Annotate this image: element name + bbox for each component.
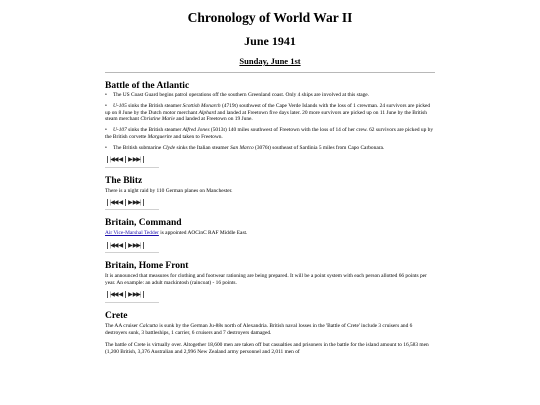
item-text: The US Coast Guard begins patrol operations off the southern Greenland coast. Only 4 ships are involved at this stage. <box>113 92 370 98</box>
ship-name: Calcutta <box>139 322 158 329</box>
nav-bracket-icon <box>143 199 144 206</box>
ship-name: Marguerite <box>147 133 173 140</box>
first-button[interactable]: |◀◀ <box>110 242 118 249</box>
section-text <box>105 323 435 337</box>
nav-divider-icon <box>125 156 126 163</box>
bullet-icon: • <box>105 144 107 151</box>
ship-name: Alfred Jones <box>182 127 210 134</box>
nav-divider-icon <box>125 291 126 298</box>
item-text: The British submarine <box>113 144 163 151</box>
list-item <box>105 103 435 123</box>
item-text: and landed at Freetown on 19 June. <box>174 116 253 123</box>
first-button[interactable]: |◀◀ <box>110 199 118 206</box>
item-text: (4719t) southwest of the Cape Verde Islands with the loss of 1 crewman. 24 survivors are picked up on 8 June by the Dutch motor merchant <box>105 102 431 116</box>
section-text: The battle of Crete is virtually over. Altogether 18,600 men are taken off but casualties and prisoners in the battle for the island amount to 16,583 men (1,200 British, 3,376 Australian and 2,996 New Zealand army personnel and 2,011 men of <box>105 342 429 356</box>
ship-name: Clyde <box>162 144 176 151</box>
nav-bracket-icon <box>143 291 144 298</box>
ship-name: U-107 <box>113 127 127 134</box>
last-button[interactable]: ▶▶| <box>132 157 141 164</box>
next-button[interactable]: ▶ <box>128 292 132 299</box>
section-title: The Blitz <box>105 175 143 186</box>
first-button[interactable]: |◀◀ <box>110 292 118 299</box>
section-divider <box>105 167 159 168</box>
next-button[interactable]: ▶ <box>128 157 132 164</box>
next-button[interactable]: ▶ <box>128 242 132 249</box>
prev-button[interactable]: ◀ <box>118 292 123 299</box>
list-item <box>105 145 435 152</box>
prev-button[interactable]: ◀ <box>118 199 123 206</box>
nav-bracket-icon <box>143 156 144 163</box>
section-crete <box>105 311 435 356</box>
item-text: (3076t) southeast of Sardinia 5 miles from Capo Carbonara. <box>253 144 385 151</box>
last-button[interactable]: ▶▶| <box>132 292 141 299</box>
content <box>105 0 435 360</box>
item-text: is sunk by the German Ju-88s north of Alexandria. British naval losses in the 'Battle of Crete' include 3 cruisers and 6 destroyers sunk, 3 battleships, 1 carrier, 6 cruisers and 7 destroyers damaged. <box>105 322 413 336</box>
section-text: There is a night raid by 110 German planes on Manchester. <box>105 187 233 194</box>
section-divider <box>105 302 159 303</box>
bullet-icon: • <box>105 127 107 134</box>
first-button[interactable]: |◀◀ <box>110 157 118 164</box>
page-title: Chronology of World War II <box>187 10 353 25</box>
list-item <box>105 127 435 141</box>
section-the-blitz <box>105 176 435 211</box>
ship-name: Alphard <box>198 109 217 116</box>
date-heading: Sunday, June 1st <box>239 56 301 66</box>
ship-name: Christine Marie <box>140 116 175 123</box>
ship-name: Scottish Monarch <box>182 102 221 109</box>
nav-bracket-icon <box>107 199 108 206</box>
nav-controls <box>105 291 435 299</box>
nav-controls <box>105 198 435 206</box>
nav-bracket-icon <box>107 242 108 249</box>
nav-bracket-icon <box>107 291 108 298</box>
section-divider <box>105 209 159 210</box>
nav-bracket-icon <box>143 242 144 249</box>
bullet-icon: • <box>105 102 107 109</box>
item-text: sinks the British steamer <box>126 127 183 134</box>
item-text: and taken to Freetown. <box>172 133 223 140</box>
section-title: Britain, Home Front <box>105 261 189 272</box>
next-button[interactable]: ▶ <box>128 199 132 206</box>
last-button[interactable]: ▶▶| <box>132 199 141 206</box>
item-text: sinks the British steamer <box>126 102 183 109</box>
ship-name: U-105 <box>113 102 127 109</box>
nav-bracket-icon <box>107 156 108 163</box>
section-title: Crete <box>105 310 128 321</box>
nav-controls <box>105 156 435 164</box>
nav-divider-icon <box>125 242 126 249</box>
section-title: Battle of the Atlantic <box>105 81 190 91</box>
divider <box>105 72 435 73</box>
nav-controls <box>105 241 435 249</box>
section-britain-home-front <box>105 261 435 303</box>
item-text: (5013t) 140 miles southwest of Freetown with the loss of 14 of her crew. 62 survivors are picked up by the British corvette <box>105 127 434 140</box>
prev-button[interactable]: ◀ <box>118 242 123 249</box>
bullet-icon: • <box>105 92 107 98</box>
item-text: is appointed AOCinC RAF Middle East. <box>158 230 248 237</box>
nav-divider-icon <box>125 199 126 206</box>
prev-button[interactable]: ◀ <box>118 157 123 164</box>
section-title: Britain, Command <box>105 218 182 229</box>
section-divider <box>105 252 159 253</box>
section-battle-of-the-atlantic <box>105 81 435 168</box>
tedder-link[interactable]: Air Vice-Marshal Tedder <box>105 230 159 237</box>
item-text: The AA cruiser <box>105 322 140 329</box>
list-item <box>105 92 435 99</box>
ship-name: San Marco <box>230 144 254 151</box>
last-button[interactable]: ▶▶| <box>132 242 141 249</box>
item-text: and landed at Freetown five days later. 20 more survivors are picked up on 11 June by the British steam merchant <box>105 109 427 123</box>
section-britain-command <box>105 218 435 253</box>
item-text: sinks the Italian steamer <box>175 144 231 151</box>
section-text: It is announced that measures for clothing and footwear rationing are being prepared. It will be a point system with each person allotted 66 points per year. An example: an adult mackintosh (raincoat) - 16 points. <box>105 273 427 286</box>
section-text <box>105 230 435 237</box>
month-heading: June 1941 <box>244 34 296 48</box>
